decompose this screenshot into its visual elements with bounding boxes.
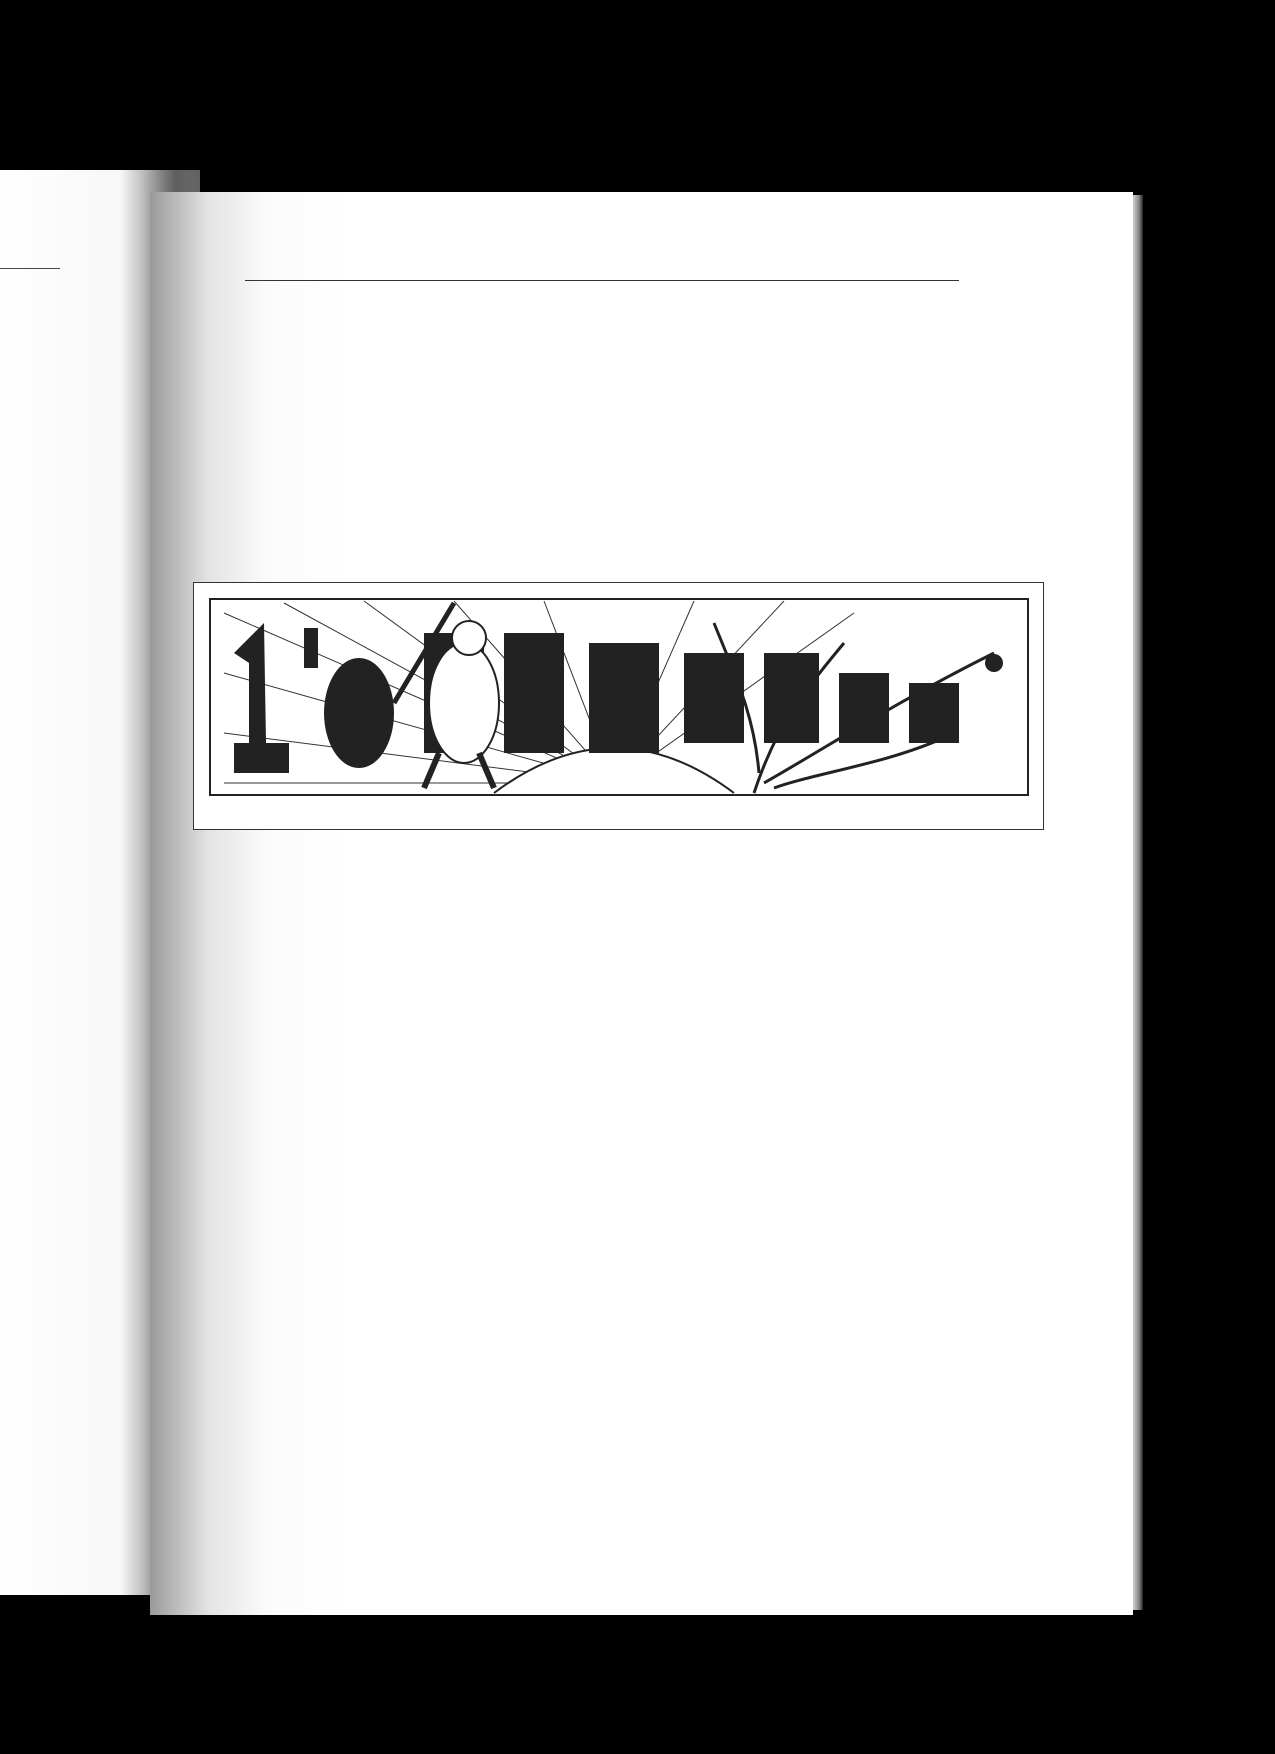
illustration-svg [194,583,1043,829]
letter-a2 [504,633,564,753]
illustration-lanarchie [193,582,1044,830]
letter-h [764,653,819,743]
letter-c [684,653,744,743]
left-header-rule [0,268,60,269]
apostrophe [304,628,318,668]
letter-a [324,658,394,768]
letter-i [839,673,889,743]
header-rule [245,280,959,281]
letter-r [589,643,659,753]
page-edge [1133,195,1143,1610]
right-page [150,192,1133,1615]
